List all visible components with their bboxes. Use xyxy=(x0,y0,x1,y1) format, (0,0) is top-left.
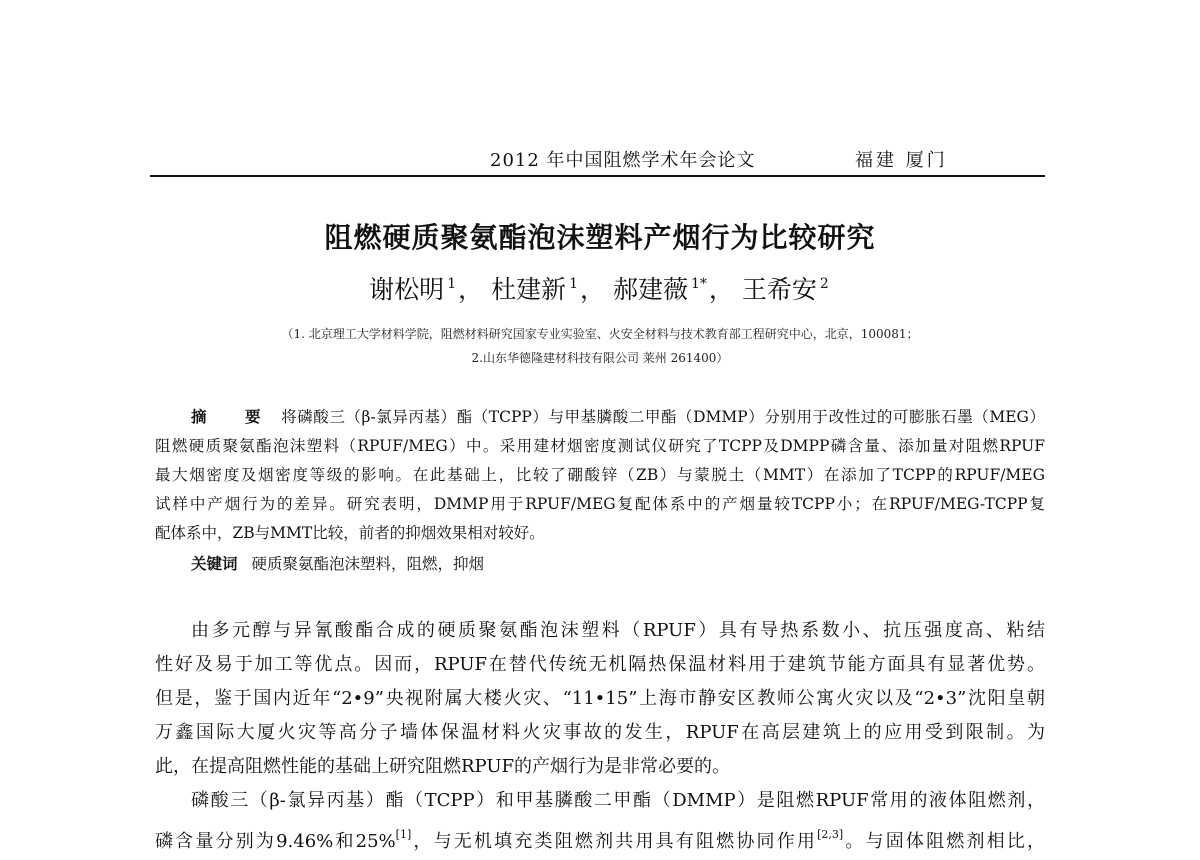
abstract-line: 配体系中，ZB与MMT比较，前者的抑烟效果相对较好。 xyxy=(155,524,545,542)
author-name: 郝建薇 xyxy=(612,275,688,304)
conference-name: 2012 年中国阻燃学术年会论文 xyxy=(490,150,756,171)
abstract xyxy=(155,403,1045,548)
body-text-segment: 磷含量分别为9.46%和25% xyxy=(155,831,396,852)
citation-ref: [2,3] xyxy=(817,828,844,841)
body-line: 万鑫国际大厦火灾等高分子墙体保温材料火灾事故的发生，RPUF在高层建筑上的应用受到限制。为 xyxy=(155,722,1045,743)
body-line xyxy=(155,818,1045,852)
author-separator: ， xyxy=(580,275,606,304)
body-text-segment: 。与固体阻燃剂相比， xyxy=(843,831,1045,852)
keywords-label: 关键词 xyxy=(191,555,238,573)
body-line: 由多元醇与异氰酸酯合成的硬质聚氨酯泡沫塑料（RPUF）具有导热系数小、抗压强度高、粘结 xyxy=(191,620,1045,641)
author-affiliation-mark: 1 xyxy=(569,276,579,292)
abstract-line: 最大烟密度及烟密度等级的影响。在此基础上，比较了硼酸锌（ZB）与蒙脱土（MMT）在添加了TCPP的RPUF/MEG xyxy=(155,466,1045,484)
author-name: 杜建新 xyxy=(491,275,567,304)
abstract-line: 阻燃硬质聚氨酯泡沫塑料（RPUF/MEG）中。采用建材烟密度测试仪研究了TCPP及DMPP磷含量、添加量对阻燃RPUF xyxy=(155,437,1045,455)
author-affiliation-mark: 1* xyxy=(691,276,707,292)
body-line: 磷酸三（β-氯异丙基）酯（TCPP）和甲基膦酸二甲酯（DMMP）是阻燃RPUF常用的液体阻燃剂， xyxy=(191,790,1045,811)
keywords xyxy=(191,552,484,574)
affiliation-line: 2.山东华德隆建材科技有限公司 莱州 261400） xyxy=(471,351,729,365)
keywords-text: 硬质聚氨酯泡沫塑料，阻燃，抑烟 xyxy=(251,555,485,573)
body-line: 性好及易于加工等优点。因而，RPUF在替代传统无机隔热保温材料用于建筑节能方面具有显著优势。 xyxy=(155,654,1045,675)
author-affiliation-mark: 1 xyxy=(447,276,457,292)
author-affiliation-mark: 2 xyxy=(819,276,829,292)
author-name: 王希安 xyxy=(741,275,817,304)
paper-title: 阻燃硬质聚氨酯泡沫塑料产烟行为比较研究 xyxy=(324,221,876,254)
abstract-text: 将磷酸三（β-氯异丙基）酯（TCPP）与甲基膦酸二甲酯（DMMP）分别用于改性过的可膨胀石墨（MEG） xyxy=(281,408,1045,426)
body-text-segment: ，与无机填充类阻燃剂共用具有阻燃协同作用 xyxy=(411,831,818,852)
author-list xyxy=(0,270,1200,306)
affiliation-line: （1. 北京理工大学材料学院，阻燃材料研究国家专业实验室、火安全材料与技术教育部工程研究中心，北京，100081； xyxy=(281,327,919,341)
abstract-line xyxy=(155,403,1045,432)
conference-location: 福建 厦门 xyxy=(855,150,948,171)
author-name: 谢松明 xyxy=(369,275,445,304)
body-line: 此，在提高阻燃性能的基础上研究阻燃RPUF的产烟行为是非常必要的。 xyxy=(155,756,731,777)
author-separator: ， xyxy=(708,275,734,304)
running-header xyxy=(150,142,1045,172)
author-separator: ， xyxy=(458,275,484,304)
abstract-line: 试样中产烟行为的差异。研究表明，DMMP用于RPUF/MEG复配体系中的产烟量较TCPP小；在RPUF/MEG-TCPP复 xyxy=(155,495,1045,513)
abstract-label: 摘 要 xyxy=(191,408,278,426)
body-line: 但是，鉴于国内近年“2•9”央视附属大楼火灾、“11•15”上海市静安区教师公寓火灾以及“2•3”沈阳皇朝 xyxy=(155,688,1045,709)
citation-ref: [1] xyxy=(395,828,412,841)
body-text xyxy=(155,614,1045,852)
header-rule xyxy=(150,175,1045,177)
